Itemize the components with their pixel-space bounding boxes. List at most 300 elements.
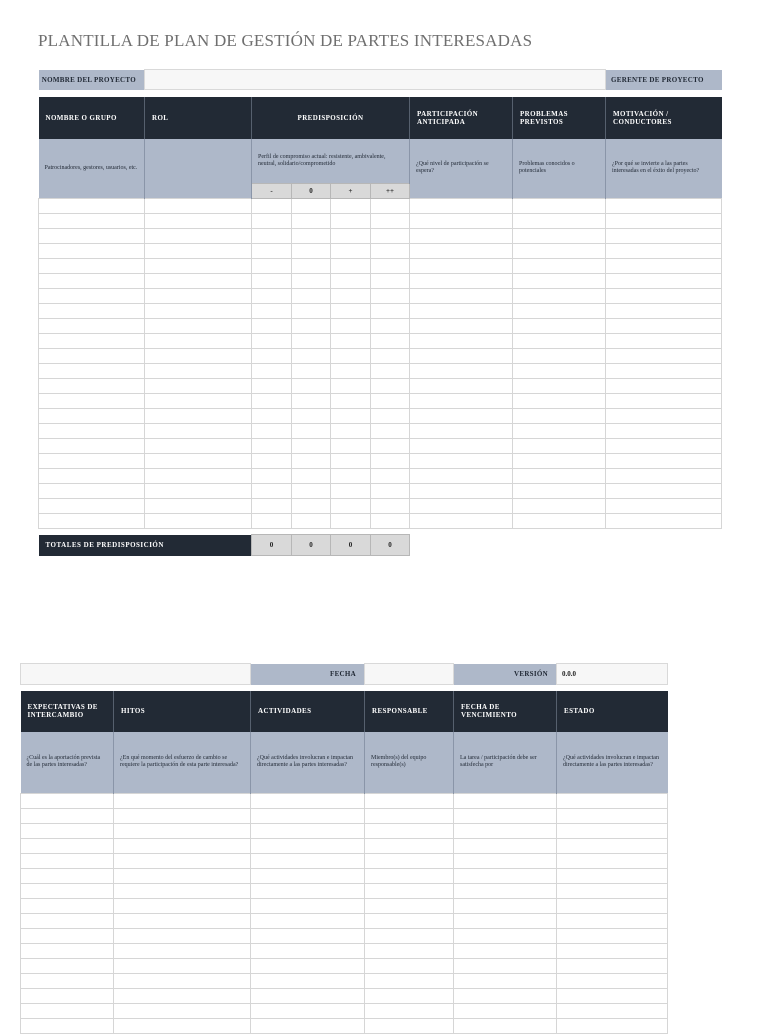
table-cell[interactable]: [251, 914, 365, 929]
table-cell[interactable]: [39, 424, 145, 439]
table-cell[interactable]: [251, 1004, 365, 1019]
table-cell[interactable]: [331, 469, 371, 484]
table-cell[interactable]: [114, 839, 251, 854]
table-cell[interactable]: [39, 364, 145, 379]
table-cell[interactable]: [114, 854, 251, 869]
table-cell[interactable]: [454, 914, 557, 929]
table-cell[interactable]: [454, 944, 557, 959]
table-cell[interactable]: [454, 794, 557, 809]
table-cell[interactable]: [513, 499, 606, 514]
table-cell[interactable]: [331, 319, 371, 334]
table-cell[interactable]: [410, 469, 513, 484]
table-cell[interactable]: [39, 484, 145, 499]
table-cell[interactable]: [145, 244, 252, 259]
table-cell[interactable]: [454, 809, 557, 824]
table-cell[interactable]: [114, 944, 251, 959]
table-cell[interactable]: [410, 514, 513, 529]
table-cell[interactable]: [410, 274, 513, 289]
table-cell[interactable]: [292, 514, 331, 529]
table-cell[interactable]: [145, 199, 252, 214]
table-cell[interactable]: [606, 424, 722, 439]
table-cell[interactable]: [252, 514, 292, 529]
table-cell[interactable]: [39, 439, 145, 454]
table-cell[interactable]: [252, 274, 292, 289]
table-cell[interactable]: [454, 839, 557, 854]
table-cell[interactable]: [513, 364, 606, 379]
table-cell[interactable]: [410, 424, 513, 439]
table-cell[interactable]: [252, 484, 292, 499]
table-cell[interactable]: [331, 349, 371, 364]
table-cell[interactable]: [145, 454, 252, 469]
table-cell[interactable]: [410, 259, 513, 274]
table-cell[interactable]: [365, 869, 454, 884]
table-cell[interactable]: [331, 304, 371, 319]
table-cell[interactable]: [606, 349, 722, 364]
table-cell[interactable]: [371, 394, 410, 409]
table-cell[interactable]: [251, 1019, 365, 1034]
table-cell[interactable]: [371, 259, 410, 274]
table-cell[interactable]: [513, 214, 606, 229]
table-cell[interactable]: [606, 454, 722, 469]
table-cell[interactable]: [252, 229, 292, 244]
table-cell[interactable]: [292, 349, 331, 364]
table-cell[interactable]: [252, 469, 292, 484]
table-cell[interactable]: [21, 914, 114, 929]
table-cell[interactable]: [114, 809, 251, 824]
table-cell[interactable]: [21, 854, 114, 869]
table-cell[interactable]: [39, 319, 145, 334]
table-cell[interactable]: [606, 304, 722, 319]
table-cell[interactable]: [292, 319, 331, 334]
table-cell[interactable]: [557, 959, 668, 974]
table-cell[interactable]: [39, 214, 145, 229]
table-cell[interactable]: [39, 289, 145, 304]
date-left-blank[interactable]: [21, 664, 251, 685]
table-cell[interactable]: [21, 1004, 114, 1019]
table-cell[interactable]: [39, 199, 145, 214]
table-cell[interactable]: [606, 469, 722, 484]
table-cell[interactable]: [145, 409, 252, 424]
table-cell[interactable]: [292, 379, 331, 394]
table-cell[interactable]: [114, 824, 251, 839]
table-cell[interactable]: [21, 989, 114, 1004]
table-cell[interactable]: [557, 839, 668, 854]
table-cell[interactable]: [606, 244, 722, 259]
table-cell[interactable]: [371, 229, 410, 244]
table-cell[interactable]: [114, 929, 251, 944]
table-cell[interactable]: [513, 229, 606, 244]
table-cell[interactable]: [251, 794, 365, 809]
table-cell[interactable]: [251, 929, 365, 944]
table-cell[interactable]: [557, 824, 668, 839]
table-cell[interactable]: [557, 1004, 668, 1019]
table-cell[interactable]: [371, 379, 410, 394]
table-cell[interactable]: [145, 289, 252, 304]
table-cell[interactable]: [365, 884, 454, 899]
table-cell[interactable]: [365, 959, 454, 974]
table-cell[interactable]: [331, 439, 371, 454]
table-cell[interactable]: [292, 214, 331, 229]
table-cell[interactable]: [39, 334, 145, 349]
table-cell[interactable]: [21, 959, 114, 974]
table-cell[interactable]: [365, 1004, 454, 1019]
table-cell[interactable]: [557, 944, 668, 959]
table-cell[interactable]: [145, 379, 252, 394]
table-cell[interactable]: [410, 439, 513, 454]
table-cell[interactable]: [557, 854, 668, 869]
table-cell[interactable]: [252, 259, 292, 274]
table-cell[interactable]: [292, 334, 331, 349]
table-cell[interactable]: [21, 929, 114, 944]
table-cell[interactable]: [454, 929, 557, 944]
table-cell[interactable]: [410, 349, 513, 364]
date-field[interactable]: [365, 664, 454, 685]
table-cell[interactable]: [114, 794, 251, 809]
table-cell[interactable]: [292, 454, 331, 469]
table-cell[interactable]: [371, 439, 410, 454]
table-cell[interactable]: [114, 914, 251, 929]
table-cell[interactable]: [145, 304, 252, 319]
table-cell[interactable]: [39, 229, 145, 244]
table-cell[interactable]: [251, 824, 365, 839]
table-cell[interactable]: [292, 394, 331, 409]
table-cell[interactable]: [606, 259, 722, 274]
table-cell[interactable]: [39, 469, 145, 484]
table-cell[interactable]: [21, 884, 114, 899]
table-cell[interactable]: [292, 484, 331, 499]
table-cell[interactable]: [252, 349, 292, 364]
table-cell[interactable]: [21, 944, 114, 959]
table-cell[interactable]: [252, 319, 292, 334]
table-cell[interactable]: [252, 439, 292, 454]
table-cell[interactable]: [251, 854, 365, 869]
table-cell[interactable]: [606, 514, 722, 529]
table-cell[interactable]: [557, 1019, 668, 1034]
table-cell[interactable]: [251, 869, 365, 884]
table-cell[interactable]: [331, 364, 371, 379]
table-cell[interactable]: [365, 944, 454, 959]
table-cell[interactable]: [331, 289, 371, 304]
table-cell[interactable]: [410, 289, 513, 304]
table-cell[interactable]: [454, 959, 557, 974]
table-cell[interactable]: [252, 334, 292, 349]
table-cell[interactable]: [410, 334, 513, 349]
table-cell[interactable]: [513, 484, 606, 499]
table-cell[interactable]: [371, 424, 410, 439]
table-cell[interactable]: [513, 319, 606, 334]
table-cell[interactable]: [331, 244, 371, 259]
table-cell[interactable]: [513, 454, 606, 469]
table-cell[interactable]: [557, 809, 668, 824]
table-cell[interactable]: [331, 379, 371, 394]
table-cell[interactable]: [21, 839, 114, 854]
table-cell[interactable]: [114, 899, 251, 914]
table-cell[interactable]: [292, 469, 331, 484]
table-cell[interactable]: [371, 214, 410, 229]
table-cell[interactable]: [371, 289, 410, 304]
table-cell[interactable]: [252, 379, 292, 394]
table-cell[interactable]: [557, 989, 668, 1004]
table-cell[interactable]: [365, 899, 454, 914]
table-cell[interactable]: [252, 424, 292, 439]
table-cell[interactable]: [39, 304, 145, 319]
table-cell[interactable]: [331, 514, 371, 529]
table-cell[interactable]: [513, 199, 606, 214]
table-cell[interactable]: [331, 454, 371, 469]
table-cell[interactable]: [557, 794, 668, 809]
table-cell[interactable]: [114, 959, 251, 974]
table-cell[interactable]: [21, 899, 114, 914]
table-cell[interactable]: [606, 319, 722, 334]
table-cell[interactable]: [252, 289, 292, 304]
table-cell[interactable]: [454, 824, 557, 839]
table-cell[interactable]: [251, 899, 365, 914]
table-cell[interactable]: [513, 439, 606, 454]
table-cell[interactable]: [365, 824, 454, 839]
table-cell[interactable]: [145, 229, 252, 244]
table-cell[interactable]: [371, 454, 410, 469]
table-cell[interactable]: [365, 839, 454, 854]
table-cell[interactable]: [513, 244, 606, 259]
table-cell[interactable]: [606, 409, 722, 424]
table-cell[interactable]: [410, 394, 513, 409]
table-cell[interactable]: [39, 409, 145, 424]
table-cell[interactable]: [513, 304, 606, 319]
table-cell[interactable]: [39, 394, 145, 409]
table-cell[interactable]: [454, 974, 557, 989]
table-cell[interactable]: [145, 394, 252, 409]
table-cell[interactable]: [365, 989, 454, 1004]
table-cell[interactable]: [21, 1019, 114, 1034]
table-cell[interactable]: [114, 869, 251, 884]
table-cell[interactable]: [371, 334, 410, 349]
table-cell[interactable]: [331, 229, 371, 244]
table-cell[interactable]: [252, 454, 292, 469]
table-cell[interactable]: [410, 319, 513, 334]
table-cell[interactable]: [292, 274, 331, 289]
table-cell[interactable]: [39, 499, 145, 514]
table-cell[interactable]: [371, 514, 410, 529]
table-cell[interactable]: [371, 244, 410, 259]
table-cell[interactable]: [365, 809, 454, 824]
table-cell[interactable]: [331, 214, 371, 229]
table-cell[interactable]: [145, 319, 252, 334]
table-cell[interactable]: [365, 1019, 454, 1034]
table-cell[interactable]: [557, 929, 668, 944]
table-cell[interactable]: [251, 809, 365, 824]
table-cell[interactable]: [251, 959, 365, 974]
table-cell[interactable]: [371, 409, 410, 424]
table-cell[interactable]: [365, 929, 454, 944]
table-cell[interactable]: [371, 199, 410, 214]
table-cell[interactable]: [145, 334, 252, 349]
table-cell[interactable]: [145, 484, 252, 499]
table-cell[interactable]: [410, 454, 513, 469]
table-cell[interactable]: [606, 484, 722, 499]
table-cell[interactable]: [371, 469, 410, 484]
table-cell[interactable]: [39, 349, 145, 364]
table-cell[interactable]: [410, 409, 513, 424]
table-cell[interactable]: [331, 424, 371, 439]
table-cell[interactable]: [606, 499, 722, 514]
table-cell[interactable]: [513, 334, 606, 349]
table-cell[interactable]: [114, 1004, 251, 1019]
table-cell[interactable]: [145, 274, 252, 289]
table-cell[interactable]: [145, 514, 252, 529]
table-cell[interactable]: [365, 794, 454, 809]
table-cell[interactable]: [365, 974, 454, 989]
table-cell[interactable]: [252, 499, 292, 514]
table-cell[interactable]: [410, 214, 513, 229]
table-cell[interactable]: [292, 229, 331, 244]
table-cell[interactable]: [371, 349, 410, 364]
table-cell[interactable]: [331, 409, 371, 424]
table-cell[interactable]: [292, 304, 331, 319]
table-cell[interactable]: [292, 289, 331, 304]
table-cell[interactable]: [454, 884, 557, 899]
table-cell[interactable]: [292, 439, 331, 454]
table-cell[interactable]: [606, 199, 722, 214]
table-cell[interactable]: [21, 794, 114, 809]
table-cell[interactable]: [606, 394, 722, 409]
table-cell[interactable]: [331, 334, 371, 349]
table-cell[interactable]: [331, 499, 371, 514]
table-cell[interactable]: [252, 409, 292, 424]
table-cell[interactable]: [410, 484, 513, 499]
table-cell[interactable]: [114, 1019, 251, 1034]
table-cell[interactable]: [21, 869, 114, 884]
table-cell[interactable]: [454, 869, 557, 884]
table-cell[interactable]: [292, 199, 331, 214]
table-cell[interactable]: [606, 289, 722, 304]
version-field[interactable]: 0.0.0: [557, 664, 668, 685]
table-cell[interactable]: [39, 244, 145, 259]
table-cell[interactable]: [251, 884, 365, 899]
table-cell[interactable]: [410, 499, 513, 514]
table-cell[interactable]: [114, 974, 251, 989]
table-cell[interactable]: [606, 364, 722, 379]
table-cell[interactable]: [145, 349, 252, 364]
table-cell[interactable]: [251, 839, 365, 854]
table-cell[interactable]: [331, 259, 371, 274]
table-cell[interactable]: [145, 364, 252, 379]
table-cell[interactable]: [410, 364, 513, 379]
table-cell[interactable]: [410, 199, 513, 214]
table-cell[interactable]: [513, 409, 606, 424]
table-cell[interactable]: [513, 289, 606, 304]
table-cell[interactable]: [371, 274, 410, 289]
table-cell[interactable]: [145, 214, 252, 229]
table-cell[interactable]: [145, 469, 252, 484]
table-cell[interactable]: [292, 259, 331, 274]
table-cell[interactable]: [410, 229, 513, 244]
table-cell[interactable]: [21, 974, 114, 989]
table-cell[interactable]: [371, 364, 410, 379]
table-cell[interactable]: [454, 1004, 557, 1019]
table-cell[interactable]: [371, 319, 410, 334]
table-cell[interactable]: [331, 274, 371, 289]
table-cell[interactable]: [292, 244, 331, 259]
table-cell[interactable]: [606, 379, 722, 394]
table-cell[interactable]: [513, 514, 606, 529]
table-cell[interactable]: [39, 514, 145, 529]
table-cell[interactable]: [454, 989, 557, 1004]
table-cell[interactable]: [114, 989, 251, 1004]
table-cell[interactable]: [365, 854, 454, 869]
table-cell[interactable]: [513, 424, 606, 439]
table-cell[interactable]: [513, 274, 606, 289]
table-cell[interactable]: [252, 214, 292, 229]
table-cell[interactable]: [557, 899, 668, 914]
table-cell[interactable]: [21, 809, 114, 824]
table-cell[interactable]: [454, 854, 557, 869]
project-name-field[interactable]: [145, 70, 606, 90]
table-cell[interactable]: [292, 409, 331, 424]
table-cell[interactable]: [557, 884, 668, 899]
table-cell[interactable]: [371, 499, 410, 514]
table-cell[interactable]: [557, 869, 668, 884]
table-cell[interactable]: [39, 379, 145, 394]
table-cell[interactable]: [513, 469, 606, 484]
table-cell[interactable]: [114, 884, 251, 899]
table-cell[interactable]: [557, 974, 668, 989]
table-cell[interactable]: [292, 424, 331, 439]
table-cell[interactable]: [513, 394, 606, 409]
table-cell[interactable]: [557, 914, 668, 929]
table-cell[interactable]: [606, 274, 722, 289]
table-cell[interactable]: [145, 439, 252, 454]
table-cell[interactable]: [145, 259, 252, 274]
table-cell[interactable]: [331, 394, 371, 409]
table-cell[interactable]: [331, 199, 371, 214]
table-cell[interactable]: [145, 424, 252, 439]
table-cell[interactable]: [251, 944, 365, 959]
table-cell[interactable]: [251, 974, 365, 989]
table-cell[interactable]: [145, 499, 252, 514]
table-cell[interactable]: [410, 379, 513, 394]
table-cell[interactable]: [513, 349, 606, 364]
table-cell[interactable]: [39, 454, 145, 469]
table-cell[interactable]: [410, 244, 513, 259]
table-cell[interactable]: [252, 199, 292, 214]
table-cell[interactable]: [371, 304, 410, 319]
manager-label[interactable]: [606, 70, 722, 90]
table-cell[interactable]: [513, 379, 606, 394]
table-cell[interactable]: [21, 824, 114, 839]
table-cell[interactable]: [606, 229, 722, 244]
table-cell[interactable]: [252, 244, 292, 259]
table-cell[interactable]: [606, 214, 722, 229]
table-cell[interactable]: [454, 899, 557, 914]
table-cell[interactable]: [39, 259, 145, 274]
table-cell[interactable]: [252, 394, 292, 409]
table-cell[interactable]: [513, 259, 606, 274]
table-cell[interactable]: [292, 499, 331, 514]
table-cell[interactable]: [371, 484, 410, 499]
table-cell[interactable]: [292, 364, 331, 379]
table-cell[interactable]: [252, 304, 292, 319]
table-cell[interactable]: [365, 914, 454, 929]
table-cell[interactable]: [454, 1019, 557, 1034]
table-cell[interactable]: [410, 304, 513, 319]
table-cell[interactable]: [606, 334, 722, 349]
table-cell[interactable]: [606, 439, 722, 454]
table-cell[interactable]: [251, 989, 365, 1004]
table-cell[interactable]: [252, 364, 292, 379]
table-cell[interactable]: [331, 484, 371, 499]
col-motivation-header: MOTIVACIÓN / CONDUCTORES: [606, 97, 722, 139]
table-cell[interactable]: [39, 274, 145, 289]
